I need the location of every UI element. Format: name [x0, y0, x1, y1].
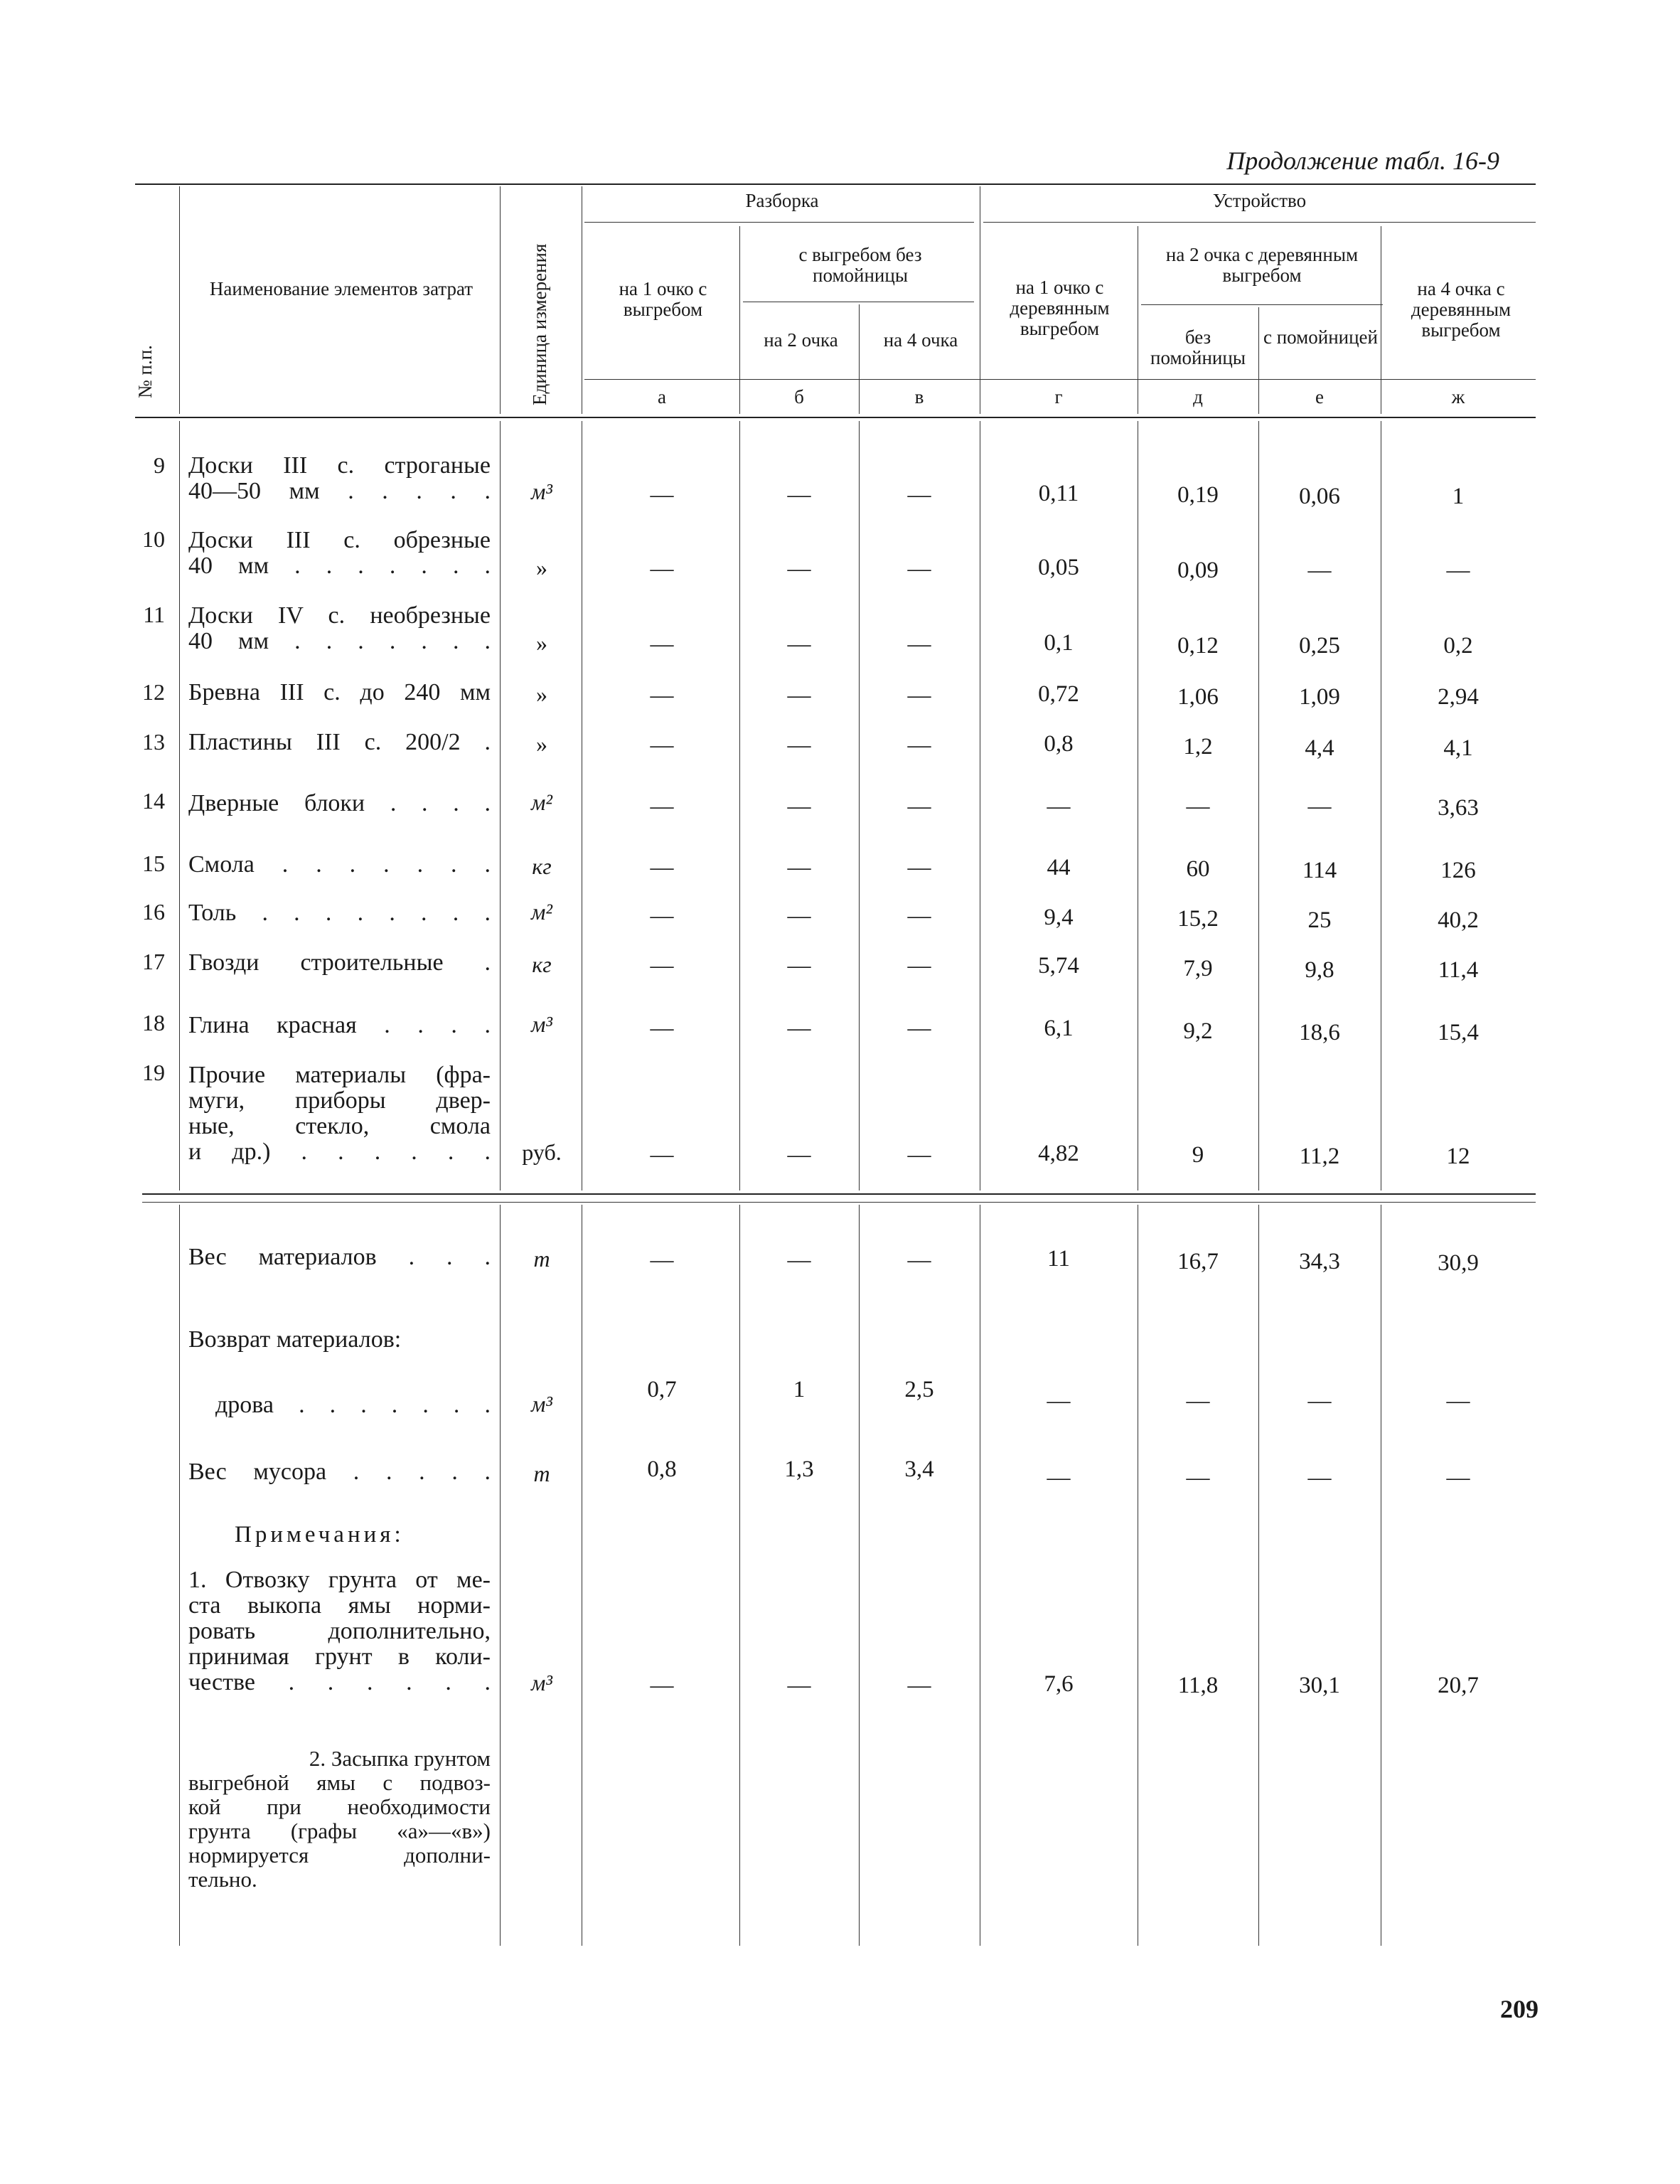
cell-e: —	[1307, 1388, 1332, 1414]
cell-d: 0,19	[1177, 482, 1219, 508]
row-num: 19	[142, 1060, 165, 1085]
row-name: 40 мм . . . . . . .	[188, 553, 491, 579]
cell-d: —	[1186, 1388, 1210, 1414]
cell-a: —	[650, 1142, 674, 1168]
cell-v: 2,5	[904, 1377, 934, 1402]
cell-a: 0,8	[647, 1456, 677, 1482]
cell-v: —	[907, 1142, 931, 1168]
row-unit: »	[536, 555, 547, 580]
cell-v: 3,4	[904, 1456, 934, 1482]
cell-zh: 15,4	[1438, 1020, 1479, 1045]
cell-v: —	[907, 1247, 931, 1273]
row-name: Пластины III с. 200/2 .	[188, 729, 491, 755]
header-ust-1: на 1 очко с деревянным выгребом	[1010, 277, 1110, 339]
cell-b: —	[787, 1142, 811, 1168]
header-col-unit: Единица измерения	[529, 243, 550, 405]
row-unit: »	[536, 731, 547, 757]
cell-d: 60	[1186, 856, 1210, 882]
cell-b: —	[787, 683, 811, 708]
note-1-cell-e: 30,1	[1299, 1673, 1340, 1698]
cell-a: —	[650, 556, 674, 582]
cell-e: —	[1307, 1465, 1332, 1491]
row-name: Глина красная . . . .	[188, 1012, 491, 1038]
row-num: 10	[142, 526, 165, 552]
note-2-line: грунта (графы «а»—«в»)	[188, 1818, 491, 1843]
cell-a: —	[650, 482, 674, 508]
row-name: Вес материалов . . .	[188, 1244, 491, 1270]
row-unit: т	[533, 1246, 550, 1272]
row-unit: м³	[530, 479, 552, 504]
cell-e: 34,3	[1299, 1249, 1340, 1274]
cell-g: 9,4	[1044, 905, 1074, 930]
cell-v: —	[907, 733, 931, 758]
cell-zh: 0,2	[1443, 633, 1473, 659]
cell-zh: —	[1446, 558, 1470, 583]
cell-g: —	[1047, 1388, 1071, 1414]
header-group-ustroystvo: Устройство	[1212, 190, 1307, 211]
cell-v: —	[907, 855, 931, 880]
cell-zh: 3,63	[1438, 795, 1479, 821]
cell-b: —	[787, 953, 811, 979]
cell-e: 114	[1302, 858, 1337, 883]
cell-d: 7,9	[1183, 956, 1213, 981]
header-ust-2: на 2 очка с деревянным выгребом	[1165, 244, 1359, 286]
cell-v: —	[907, 1016, 931, 1041]
row-name: ные, стекло, смола	[188, 1113, 491, 1139]
cell-zh: 1	[1452, 484, 1465, 509]
header-razb-1: на 1 очко с выгребом	[619, 278, 707, 320]
cell-v: —	[907, 794, 931, 819]
cell-g: —	[1047, 794, 1071, 819]
letter-b: б	[794, 386, 804, 407]
header-bottom-border	[135, 417, 1536, 418]
row-num: 17	[142, 949, 165, 974]
cell-e: 4,4	[1305, 735, 1334, 761]
cell-d: 1,06	[1177, 684, 1219, 710]
note-1-line: принимая грунт в коли-	[188, 1644, 491, 1670]
row-unit: »	[536, 630, 547, 656]
header-ust-2-bez: без помойницы	[1150, 326, 1246, 368]
row-num: 18	[142, 1010, 165, 1035]
cell-v: —	[907, 953, 931, 979]
page-number: 209	[1500, 1995, 1539, 2023]
cell-zh: 11,4	[1438, 957, 1479, 983]
row-num: 12	[142, 679, 165, 705]
header-col-num: № п.п.	[134, 345, 156, 398]
note-1-cell-a: —	[650, 1673, 674, 1698]
row-num: 14	[142, 788, 165, 814]
cell-zh: 2,94	[1438, 684, 1479, 710]
cell-e: —	[1307, 794, 1332, 819]
cell-d: 0,09	[1177, 558, 1219, 583]
sum-vline-d	[1258, 1205, 1259, 1946]
body-vline-name	[500, 421, 501, 1190]
row-unit: м³	[530, 1391, 552, 1417]
letter-e: е	[1315, 386, 1324, 407]
cell-a: —	[650, 953, 674, 979]
ust2-underline	[1141, 304, 1383, 305]
row-name: Доски III с. обрезные	[188, 527, 491, 553]
cell-b: 1,3	[784, 1456, 814, 1482]
letter-d: д	[1193, 386, 1203, 407]
cell-d: 9,2	[1183, 1018, 1213, 1044]
row-name: Доски III с. строганые	[188, 452, 491, 479]
cell-e: 1,09	[1299, 684, 1340, 710]
cell-g: 4,82	[1038, 1141, 1079, 1166]
header-group-razborka: Разборка	[745, 190, 819, 211]
note-2-line: тельно.	[188, 1867, 257, 1892]
vline-num	[179, 186, 180, 414]
row-num: 15	[142, 851, 165, 876]
cell-g: 0,11	[1038, 481, 1079, 506]
row-name: Прочие материалы (фра-	[188, 1062, 491, 1088]
table-top-border	[135, 183, 1536, 185]
notes-title: Примечания:	[235, 1522, 405, 1548]
cell-g: —	[1047, 1465, 1071, 1491]
row-name: муги, приборы двер-	[188, 1087, 491, 1114]
cell-b: —	[787, 632, 811, 657]
note-2-line: кой при необходимости	[188, 1794, 491, 1819]
cell-e: 18,6	[1299, 1020, 1340, 1045]
row-name: Дверные блоки . . . .	[188, 790, 491, 816]
row-name: Гвозди строительные .	[188, 949, 491, 976]
cell-a: 0,7	[647, 1377, 677, 1402]
cell-d: 15,2	[1177, 906, 1219, 932]
cell-v: —	[907, 482, 931, 508]
row-name: Бревна III с. до 240 мм	[188, 679, 491, 705]
row-name: 40 мм . . . . . . .	[188, 628, 491, 654]
row-name: Смола . . . . . . .	[188, 851, 491, 878]
letter-row-top	[584, 379, 1536, 380]
row-name: дрова . . . . . . .	[215, 1392, 491, 1418]
row-name: Толь . . . . . . . .	[188, 900, 491, 926]
sum-vline-num	[179, 1205, 180, 1946]
cell-b: —	[787, 1247, 811, 1273]
cell-a: —	[650, 733, 674, 758]
header-ust-4: на 4 очка с деревянным выгребом	[1411, 278, 1512, 341]
cell-v: —	[907, 556, 931, 582]
cell-g: 6,1	[1044, 1016, 1074, 1041]
cell-e: 11,2	[1299, 1144, 1340, 1169]
vline-a	[739, 226, 740, 414]
cell-zh: —	[1446, 1388, 1470, 1414]
note-1-cell-v: —	[907, 1673, 931, 1698]
letter-g: г	[1054, 386, 1063, 407]
row-unit: м²	[530, 789, 552, 815]
razborka-underline	[584, 222, 974, 223]
row-unit: руб.	[522, 1139, 562, 1165]
vline-name	[500, 186, 501, 414]
cell-b: —	[787, 903, 811, 929]
cell-g: 0,8	[1044, 731, 1074, 757]
cell-e: 0,06	[1299, 484, 1340, 509]
header-razb-vygreb: с выгребом без помойницы	[798, 244, 922, 286]
row-name: 40—50 мм . . . . .	[188, 478, 491, 504]
summary-top-border	[142, 1202, 1536, 1203]
cell-zh: 126	[1440, 858, 1476, 883]
cell-d: —	[1186, 794, 1210, 819]
cell-v: —	[907, 632, 931, 657]
note-1-cell-d: 11,8	[1177, 1673, 1219, 1698]
cell-e: 25	[1307, 907, 1332, 933]
row-num: 11	[143, 602, 165, 627]
cell-g: 44	[1047, 855, 1071, 880]
sum-vline-b	[859, 1205, 860, 1946]
letter-zh: ж	[1451, 386, 1465, 407]
row-num: 16	[142, 899, 165, 925]
cell-g: 5,74	[1038, 953, 1079, 979]
row-unit: кг	[532, 952, 552, 977]
row-unit: т	[533, 1461, 550, 1486]
note-1-line: ста выкопа ямы норми-	[188, 1592, 491, 1619]
cell-g: 0,72	[1038, 681, 1079, 707]
header-col-name: Наименование элементов затрат	[209, 278, 473, 299]
cell-a: —	[650, 683, 674, 708]
sum-vline-a	[739, 1205, 740, 1946]
vozvrat-label: Возврат материалов:	[188, 1326, 402, 1353]
letter-v: в	[914, 386, 924, 407]
note-1-cell-zh: 20,7	[1438, 1673, 1479, 1698]
ustroystvo-underline	[983, 222, 1536, 223]
cell-d: 1,2	[1183, 734, 1213, 760]
note-2-line: выгребной ямы с подвоз-	[188, 1770, 491, 1795]
cell-a: —	[650, 855, 674, 880]
note-1-cell-g: 7,6	[1044, 1671, 1074, 1697]
body-vline-num	[179, 421, 180, 1190]
note-2-line: 2. Засыпка грунтом	[309, 1746, 491, 1771]
cell-a: —	[650, 903, 674, 929]
cell-g: 11	[1047, 1246, 1070, 1272]
cell-b: —	[787, 855, 811, 880]
cell-d: 9	[1192, 1142, 1204, 1168]
row-num: 13	[142, 729, 165, 755]
table-caption: Продолжение табл. 16-9	[1226, 147, 1499, 175]
note-1-line: честве . . . . . .	[188, 1669, 491, 1695]
note-2-line: нормируется дополни-	[188, 1843, 491, 1868]
row-num: 9	[154, 452, 165, 478]
cell-e: 0,25	[1299, 633, 1340, 659]
cell-b: —	[787, 482, 811, 508]
cell-v: —	[907, 683, 931, 708]
cell-b: 1	[793, 1377, 806, 1402]
body-bottom-border	[142, 1193, 1536, 1195]
cell-b: —	[787, 556, 811, 582]
cell-a: —	[650, 1247, 674, 1273]
cell-a: —	[650, 794, 674, 819]
cell-a: —	[650, 1016, 674, 1041]
cell-zh: 40,2	[1438, 907, 1479, 933]
cell-d: 16,7	[1177, 1249, 1219, 1274]
cell-b: —	[787, 794, 811, 819]
header-razb-4: на 4 очка	[883, 329, 958, 351]
cell-zh: 4,1	[1443, 735, 1473, 761]
cell-zh: —	[1446, 1465, 1470, 1491]
row-name: Доски IV с. необрезные	[188, 602, 491, 629]
note-1-line: 1. Отвозку грунта от ме-	[188, 1567, 491, 1593]
letter-a: а	[658, 386, 666, 407]
cell-b: —	[787, 733, 811, 758]
cell-e: —	[1307, 558, 1332, 583]
sum-vline-name	[500, 1205, 501, 1946]
cell-e: 9,8	[1305, 957, 1334, 983]
cell-zh: 30,9	[1438, 1250, 1479, 1276]
row-unit: кг	[532, 853, 552, 879]
note-1-cell-b: —	[787, 1673, 811, 1698]
cell-v: —	[907, 903, 931, 929]
cell-a: —	[650, 632, 674, 657]
cell-zh: 12	[1446, 1144, 1470, 1169]
row-name: и др.) . . . . . .	[188, 1139, 491, 1165]
row-unit: м³	[530, 1011, 552, 1037]
row-unit: »	[536, 681, 547, 707]
cell-d: —	[1186, 1465, 1210, 1491]
header-razb-2: на 2 очка	[764, 329, 838, 351]
row-unit: м²	[530, 899, 552, 925]
note-1-line: ровать дополнительно,	[188, 1618, 491, 1644]
cell-g: 0,1	[1044, 630, 1074, 656]
cell-b: —	[787, 1016, 811, 1041]
note-1-unit: м³	[530, 1670, 552, 1695]
row-name: Вес мусора . . . . .	[188, 1459, 491, 1485]
cell-g: 0,05	[1038, 555, 1079, 580]
header-ust-2-s: с помойницей	[1263, 326, 1378, 348]
cell-d: 0,12	[1177, 633, 1219, 659]
